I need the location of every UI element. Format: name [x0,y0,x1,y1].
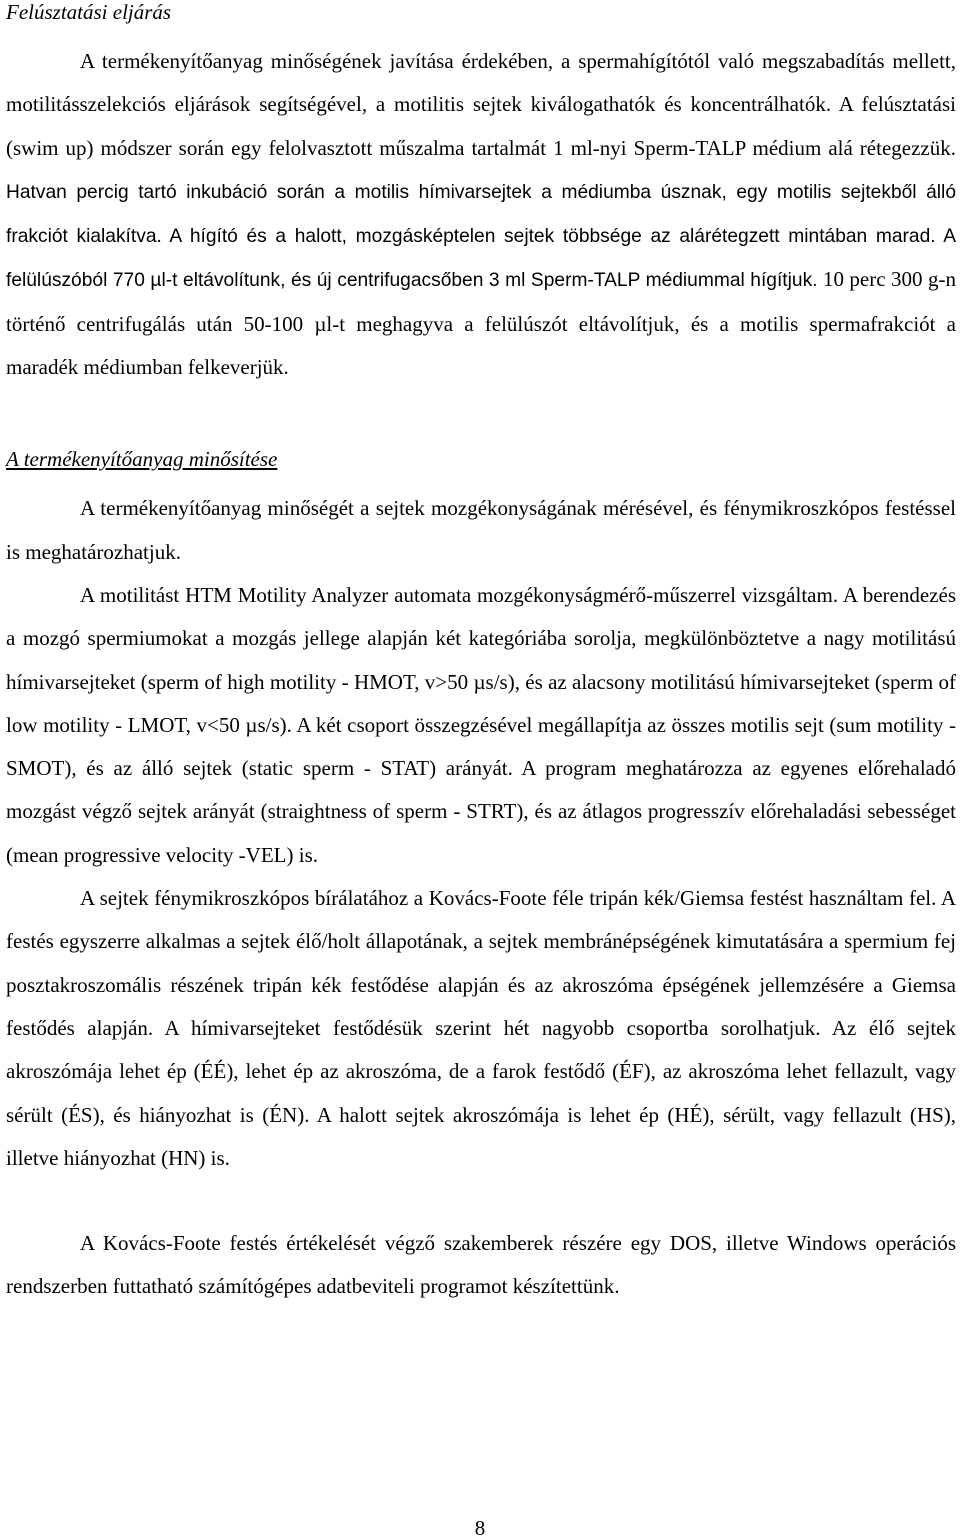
paragraph-swim-up-part1: A termékenyítőanyag minőségének javítása érdekében, a spermahígítótól való megszabadítás mellett, motilitásszelekciós eljárások segítségével, a motilitis sejtek kiválogathatók és koncentrálhatók. A felúsztatási (swim up) módszer során egy felolvasztott műszalma tartalmát 1 ml-nyi Sperm-TALP médium alá rétegezzük. [6,49,956,160]
paragraph-software: A Kovács-Foote festés értékelését végző szakemberek részére egy DOS, illetve Windows operációs rendszerben futtatható számítógépes adatbeviteli programot készítettünk. [6,1231,956,1299]
section-heading-swim-up: Felúsztatási eljárás [6,0,172,24]
paragraph-staining: A sejtek fénymikroszkópos bírálatához a Kovács-Foote féle tripán kék/Giemsa festést használtam fel. A festés egyszerre alkalmas a sejtek élő/holt állapotának, a sejtek membránépségének kimutatására a spermium fej posztakroszomális részének tripán kék festődése alapján és az akroszóma épségének jellemzésére a Giemsa festődés alapján. A hímivarsejteket festődésük szerint hét nagyobb csoportba sorolhatjuk. Az élő sejtek akroszómája lehet ép (ÉÉ), lehet ép az akroszóma, de a farok festődő (ÉF), az akroszóma lehet fellazult, vagy sérült (ÉS), és hiányozhat is (ÉN). A halott sejtek akroszómája is lehet ép (HÉ), sérült, vagy fellazult (HS), illetve hiányozhat (HN) is. [6,886,956,1170]
paragraph-motility-analyzer: A motilitást HTM Motility Analyzer automata mozgékonyságmérő-műszerrel vizsgáltam. A berendezés a mozgó spermiumokat a mozgás jellege alapján két kategóriába sorolja, megkülönböztetve a nagy motilitású hímivarsejteket (sperm of high motility - HMOT, v>50 µs/s), és az alacsony motilitású hímivarsejteket (sperm of low motility - LMOT, v<50 µs/s). A két csoport összegzésével megállapítja az összes motilis sejt (sum motility - SMOT), és az álló sejtek (static sperm - STAT) arányát. A program meghatározza az egyenes előrehaladó mozgást végző sejtek arányát (straightness of sperm - STRT), és az átlagos progresszív előrehaladási sebességet (mean progressive velocity -VEL) is. [6,582,956,867]
section-heading-qualification: A termékenyítőanyag minősítése [6,447,278,472]
document-page [6,0,956,1309]
paragraph-swim-up-part3: 10 perc 300 g-n történő centrifugálás után 50-100 µl-t meghagyva a felülúszót eltávolítjuk, és a motilis spermafrakciót a maradék médiumban felkeverjük. [6,267,956,380]
paragraph-swim-up-part2: Hatvan percig tartó inkubáció során a motilis hímivarsejtek a médiumba úsznak, egy motilis sejtekből álló frakciót kialakítva. A hígító és a halott, mozgásképtelen sejtek többsége az alárétegzett mintában marad. A felülúszóból 770 µl-t eltávolítunk, és új centrifugacsőben 3 ml Sperm-TALP médiummal hígítjuk. [6,181,956,292]
page-number: 8 [474,1516,486,1540]
paragraph-swim-up [6,40,956,389]
paragraph-qualification-intro: A termékenyítőanyag minőségét a sejtek mozgékonyságának mérésével, és fénymikroszkópos festéssel is meghatározhatjuk. [6,496,956,564]
